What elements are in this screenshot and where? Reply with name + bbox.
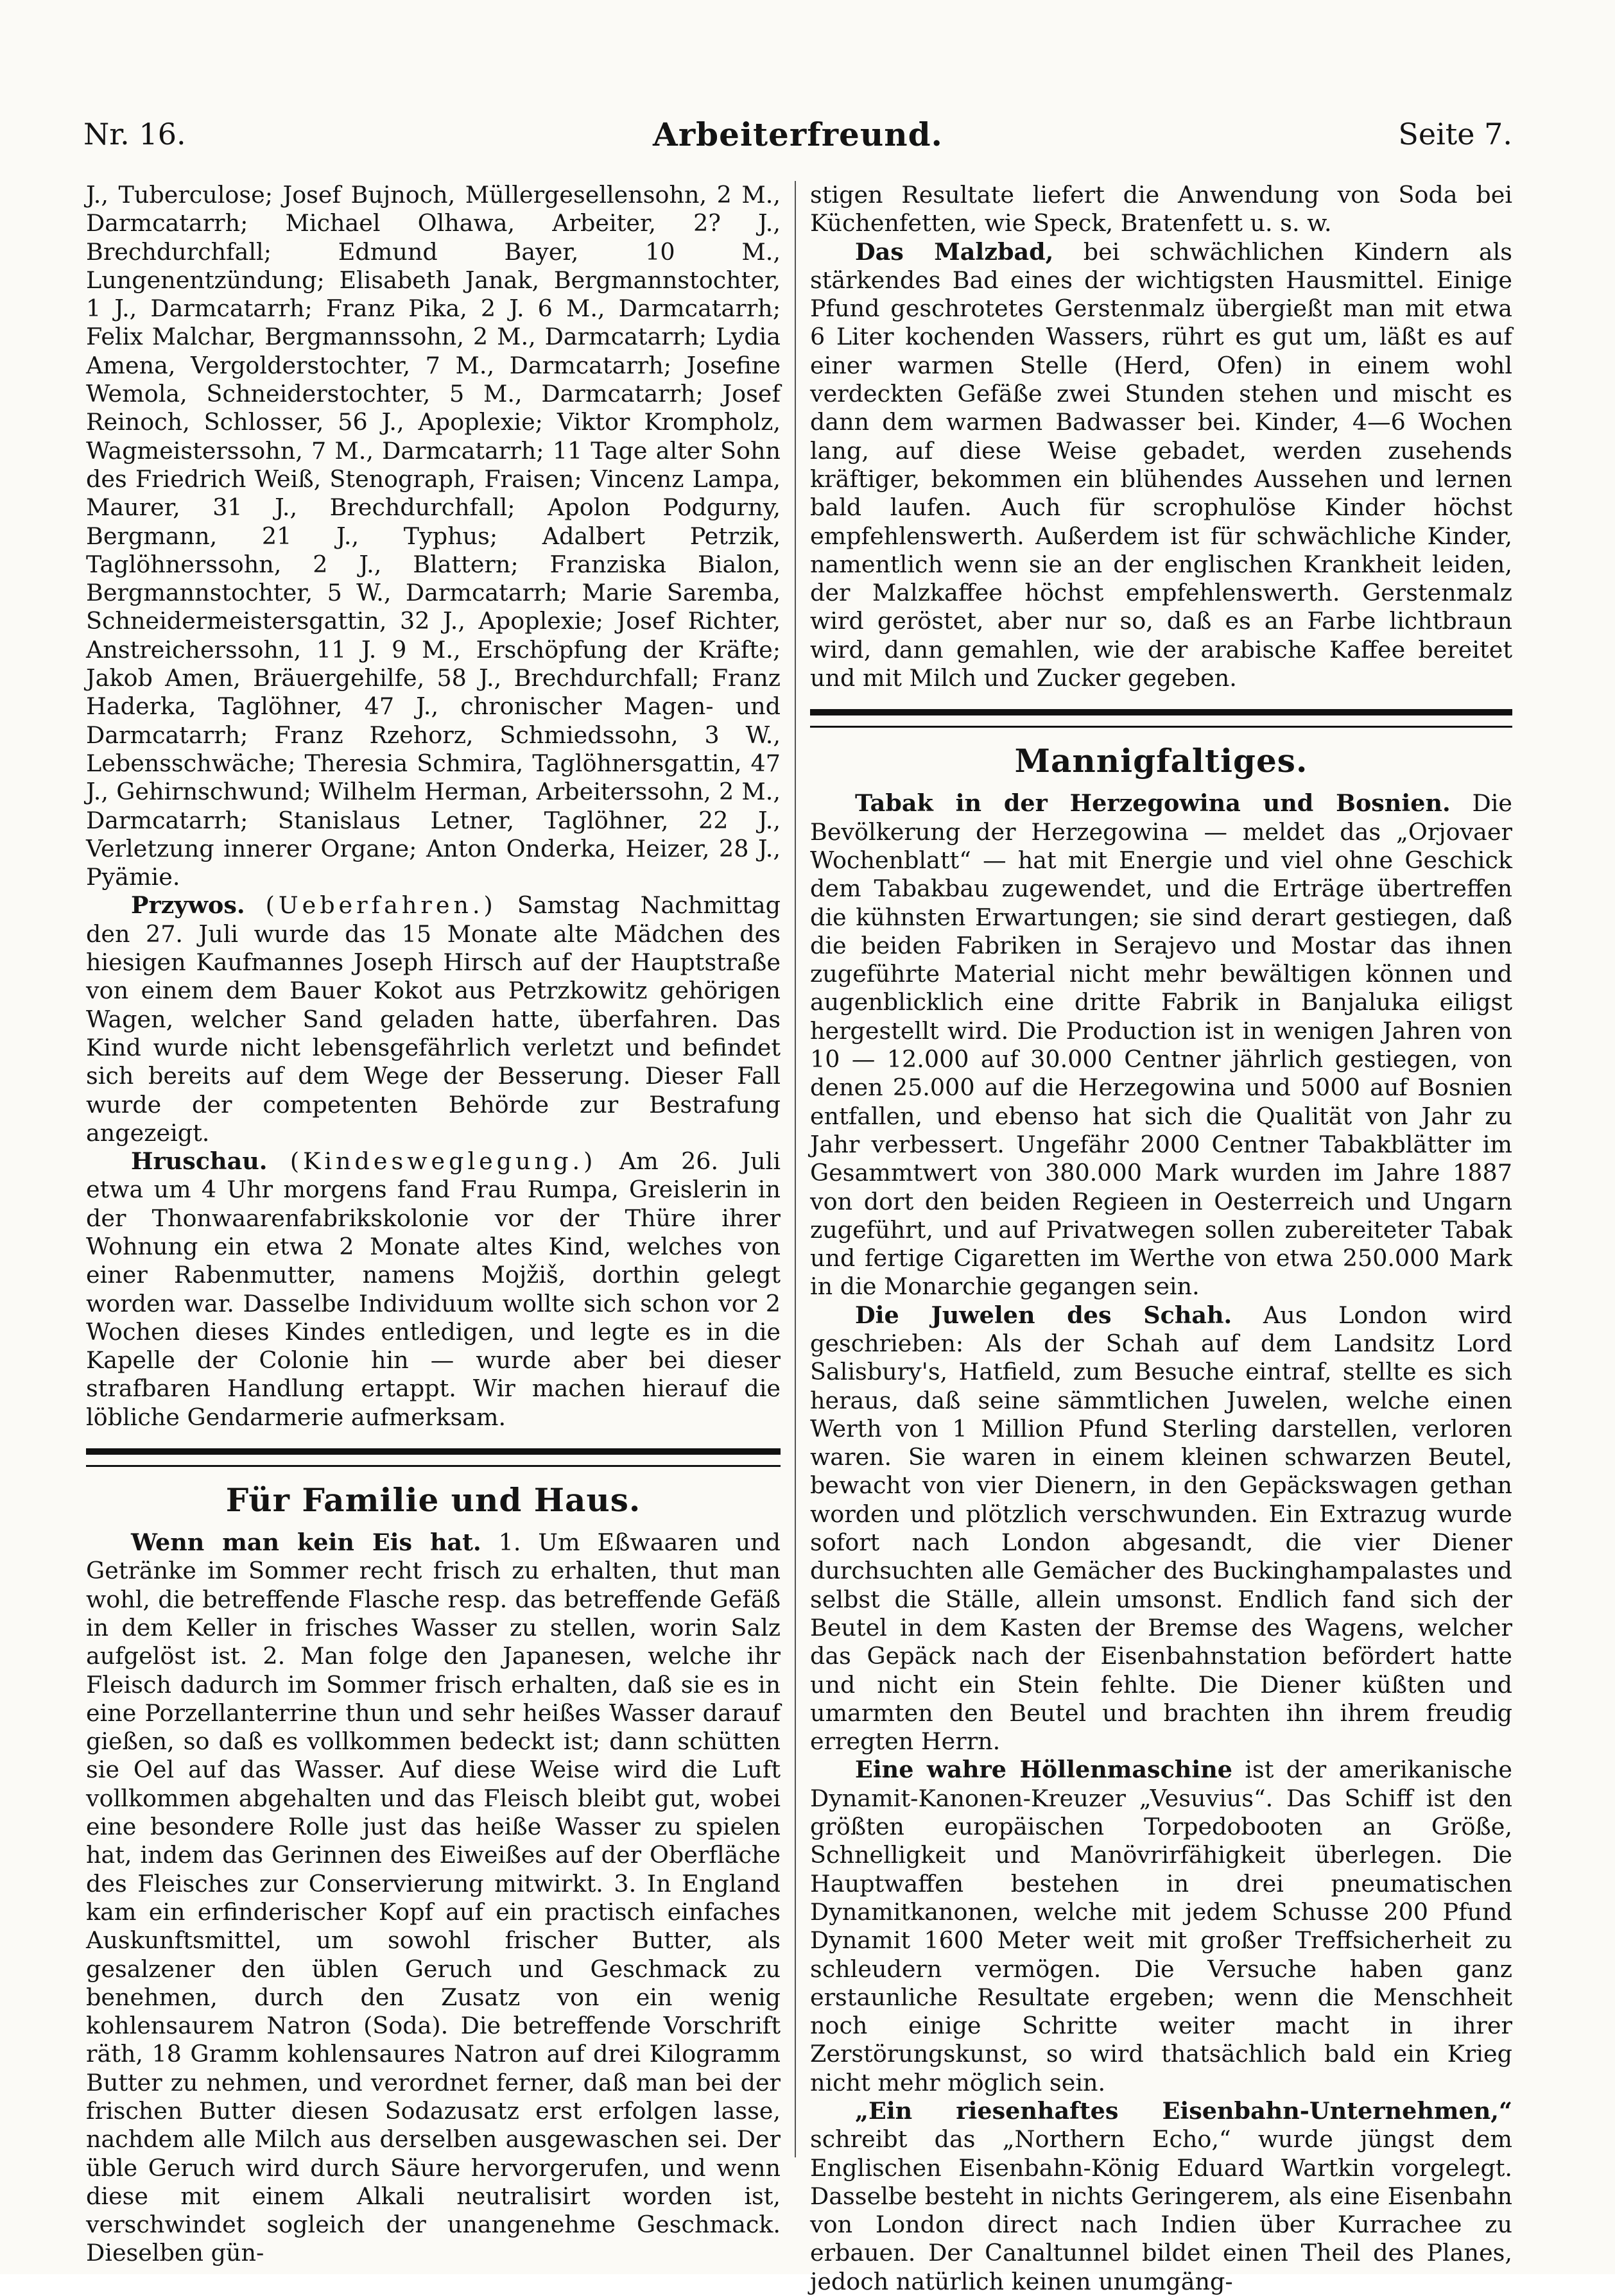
article-eisenbahn-heading: „Ein riesenhaftes Eisenbahn-Unternehmen,“ — [855, 2097, 1512, 2125]
article-przywos-tag: (Ueberfahren.) — [265, 891, 497, 920]
article-malzbad — [810, 238, 1512, 693]
article-eis-heading: Wenn man kein Eis hat. — [131, 1529, 481, 1557]
left-column — [86, 181, 781, 2268]
issue-number: Nr. 16. — [83, 117, 186, 151]
article-tabak — [810, 789, 1512, 1301]
article-eis — [86, 1529, 781, 2268]
column-divider — [795, 181, 796, 2157]
paper-title: Arbeiterfreund. — [653, 116, 943, 153]
article-hoellenmaschine — [810, 1756, 1512, 2097]
article-hruschau-place: Hruschau. — [131, 1147, 268, 1176]
article-przywos-place: Przywos. — [131, 891, 245, 920]
article-przywos — [86, 891, 781, 1147]
article-juwelen — [810, 1301, 1512, 1756]
article-przywos-text: Samstag Nachmittag den 27. Juli wurde das 15 Monate alte Mädchen des hiesigen Kaufmannes Joseph Hirsch auf der Hauptstraße von einem dem Bauer Kokot aus Petrzkowitz gehörigen Wagen, welcher Sand geladen hatte, überfahren. Das Kind wurde nicht lebensgefährlich verletzt und befindet sich bereits auf dem Wege der Besserung. Dieser Fall wurde der competenten Behörde zur Bestrafung angezeigt. — [86, 891, 781, 1147]
article-juwelen-text: Aus London wird geschrieben: Als der Schah auf dem Landsitz Lord Salisbury's, Hatfield, zum Besuche eintraf, stellte es sich heraus, daß seine sämmtlichen Juwelen, welche einen Werth von 1 Million Pfund Sterling darstellen, verloren waren. Sie waren in einem kleinen schwarzen Beutel, bewacht von vier Dienern, in den Gepäckswagen gethan worden und plötzlich verschwunden. Ein Extrazug wurde sofort nach London abgesandt, die vier Diener durchsuchten alle Gemächer des Buckinghampalastes und selbst die Ställe, allein umsonst. Endlich fand sich der Beutel in dem Kasten der Bremse des Wagens, welcher das Gepäck nach der Eisenbahnstation befördert hatte und nicht ein Stein fehlte. Die Diener küßten und umarmten den Beutel und brachten ihn ihrem freudig erregten Herrn. — [810, 1301, 1512, 1756]
article-juwelen-heading: Die Juwelen des Schah. — [855, 1301, 1232, 1329]
article-malzbad-heading: Das Malzbad, — [855, 237, 1054, 266]
section-rule — [86, 1448, 781, 1467]
article-hruschau-tag: (Kindesweglegung.) — [289, 1147, 597, 1176]
article-tabak-heading: Tabak in der Herzegowina und Bosnien. — [855, 789, 1451, 818]
article-hoellenmaschine-heading: Eine wahre Höllenmaschine — [855, 1756, 1232, 1784]
section-title-familie: Für Familie und Haus. — [225, 1481, 641, 1520]
section-title-mannigfaltiges: Mannigfaltiges. — [1014, 742, 1308, 780]
page-number: Seite 7. — [1398, 117, 1512, 151]
article-eisenbahn — [810, 2097, 1512, 2296]
article-tabak-text: Die Bevölkerung der Herzegowina — meldet das „Orjovaer Wochenblatt“ — hat mit Energie und viel ohne Geschick dem Tabakbau zugewendet, und die Erträge übertreffen die kühnsten Erwartungen; sie sind derart gestiegen, daß die beiden Fabriken in Serajevo und Mostar das ihnen zugeführte Material nicht mehr bewältigen können und augenblicklich eine dritte Fabrik in Banjaluka eiligst hergestellt wird. Die Production ist in wenigen Jahren von 10 — 12.000 auf 30.000 Centner jährlich gestiegen, von denen 25.000 auf die Herzegowina und 5000 auf Bosnien entfallen, und ebenso hat sich die Qualität von Jahr zu Jahr verbessert. Ungefähr 2000 Centner Tabakblätter im Gesammtwert von 380.000 Mark wurden im Jahre 1887 von dort den beiden Regieen in Oesterreich und Ungarn zugeführt, und auf Privatwegen sollen zubereiteter Tabak und fertige Cigaretten im Werthe von etwa 250.000 Mark in die Monarchie gegangen sein. — [810, 789, 1513, 1301]
article-hruschau-text: Am 26. Juli etwa um 4 Uhr morgens fand Frau Rumpa, Greislerin in der Thonwaarenfabrikskolonie vor der Thüre ihrer Wohnung ein etwa 2 Monate altes Kind, welches von einer Rabenmutter, namens Mojžiš, dorthin gelegt worden war. Dasselbe Individuum wollte sich schon vor 2 Wochen dieses Kindes entledigen, und legte es in die Kapelle der Colonie hin — wurde aber bei dieser strafbaren Handlung ertappt. Wir machen hierauf die löbliche Gendarmerie aufmerksam. — [86, 1147, 781, 1431]
article-malzbad-text: bei schwächlichen Kindern als stärkendes Bad eines der wichtigsten Hausmittel. Einige Pfund geschrotetes Gerstenmalz übergießt man mit etwa 6 Liter kochenden Wassers, rührt es gut um, läßt es auf einer warmen Stelle (Herd, Ofen) in einem wohl verdeckten Gefäße zwei Stunden stehen und mischt es dann dem warmen Badwasser bei. Kinder, 4—6 Wochen lang, auf diese Weise gebadet, werden zusehends kräftiger, bekommen ein blühendes Aussehen und lernen bald laufen. Auch für scrophulöse Kinder höchst empfehlenswerth. Außerdem ist für schwächliche Kinder, namentlich wenn sie an der englischen Krankheit leiden, der Malzkaffee höchst empfehlenswerth. Gerstenmalz wird geröstet, aber nur so, daß es an Farbe lichtbraun wird, dann gemahlen, wie der arabische Kaffee bereitet und mit Milch und Zucker gegeben. — [810, 237, 1512, 692]
section-rule — [810, 709, 1512, 728]
article-hruschau — [86, 1147, 781, 1432]
right-column — [810, 181, 1512, 2296]
article-eisenbahn-text: schreibt das „Northern Echo,“ wurde jüngst dem Englischen Eisenbahn-König Eduard Wartkin vorgelegt. Dasselbe besteht in nichts Geringerem, als eine Eisenbahn von London direct nach Indien über Kurrachee zu erbauen. Der Canaltunnel bildet einen Theil des Planes, jedoch natürlich keinen unumgäng- — [810, 2125, 1512, 2295]
page-header — [83, 109, 1512, 167]
article-eis-text: 1. Um Eßwaaren und Getränke im Sommer recht frisch zu erhalten, thut man wohl, die betreffende Flasche resp. das betreffende Gefäß in dem Keller in frisches Wasser zu stellen, worin Salz aufgelöst ist. 2. Man folge den Japanesen, welche ihr Fleisch dadurch im Sommer frisch erhalten, daß sie es in eine Porzellanterrine thun und sehr heißes Wasser darauf gießen, so daß es vollkommen bedeckt ist; dann schütten sie Oel auf das Wasser. Auf diese Weise wird die Luft vollkommen abgehalten und das Fleisch bleibt gut, wobei eine besondere Rolle just das heiße Wasser zu spielen hat, indem das Gerinnen des Eiweißes auf der Oberfläche des Fleisches zur Conservierung mitwirkt. 3. In England kam ein erfinderischer Kopf auf ein practisch einfaches Auskunftsmittel, um sowohl frischer Butter, als gesalzener den üblen Geruch und Geschmack zu benehmen, durch den Zusatz von ein wenig kohlensaurem Natron (Soda). Die betreffende Vorschrift räth, 18 Gramm kohlensaures Natron auf drei Kilogramm Butter zu nehmen, und verordnet ferner, daß man bei der frischen Butter diesen Sodazusatz erst erfolgen lasse, nachdem alle Milch aus derselben ausgewaschen sei. Der üble Geruch wird durch Säure hervorgerufen, und wenn diese mit einem Alkali neutralisirt worden ist, verschwindet sogleich der unangenehme Geschmack. Dieselben gün- — [86, 1529, 781, 2267]
soda-continuation: stigen Resultate liefert die Anwendung von Soda bei Küchenfetten, wie Speck, Bratenfett u. s. w. — [810, 181, 1512, 237]
deaths-list: J., Tuberculose; Josef Bujnoch, Müllergesellensohn, 2 M., Darmcatarrh; Michael Olhawa, Arbeiter, 2? J., Brechdurchfall; Edmund Bayer, 10 M., Lungenentzündung; Elisabeth Janak, Bergmannstochter, 1 J., Darmcatarrh; Franz Pika, 2 J. 6 M., Darmcatarrh; Felix Malchar, Bergmannssohn, 2 M., Darmcatarrh; Lydia Amena, Vergolderstochter, 7 M., Darmcatarrh; Josefine Wemola, Schneiderstochter, 5 M., Darmcatarrh; Josef Reinoch, Schlosser, 56 J., Apoplexie; Viktor Krompholz, Wagmeisterssohn, 7 M., Darmcatarrh; 11 Tage alter Sohn des Friedrich Weiß, Stenograph, Fraisen; Vincenz Lampa, Maurer, 31 J., Brechdurchfall; Apolon Podgurny, Bergmann, 21 J., Typhus; Adalbert Petrzik, Taglöhnerssohn, 2 J., Blattern; Franziska Bialon, Bergmannstochter, 5 W., Darmcatarrh; Marie Saremba, Schneidermeistersgattin, 32 J., Apoplexie; Josef Richter, Anstreicherssohn, 11 J. 9 M., Erschöpfung der Kräfte; Jakob Amen, Bräuergehilfe, 58 J., Brechdurchfall; Franz Haderka, Taglöhner, 47 J., chronischer Magen- und Darmcatarrh; Franz Rzehorz, Schmiedssohn, 3 W., Lebensschwäche; Theresia Schmira, Taglöhnersgattin, 47 J., Gehirnschwund; Wilhelm Herman, Arbeiterssohn, 2 M., Darmcatarrh; Stanislaus Letner, Taglöhner, 22 J., Verletzung innerer Organe; Anton Onderka, Heizer, 28 J., Pyämie. — [86, 181, 781, 891]
article-hoellenmaschine-text: ist der amerikanische Dynamit-Kanonen-Kreuzer „Vesuvius“. Das Schiff ist den größten europäischen Torpedobooten an Größe, Schnelligkeit und Manövrirfähigkeit überlegen. Die Hauptwaffen bestehen in drei pneumatischen Dynamitkanonen, welche mit jedem Schusse 200 Pfund Dynamit 1600 Meter weit mit großer Treffsicherheit zu schleudern vermögen. Die Versuche haben ganz erstaunliche Resultate ergeben; wenn die Menschheit noch einige Schritte weiter macht in ihrer Zerstörungskunst, so wird thatsächlich bald ein Krieg nicht mehr möglich sein. — [810, 1756, 1513, 2096]
